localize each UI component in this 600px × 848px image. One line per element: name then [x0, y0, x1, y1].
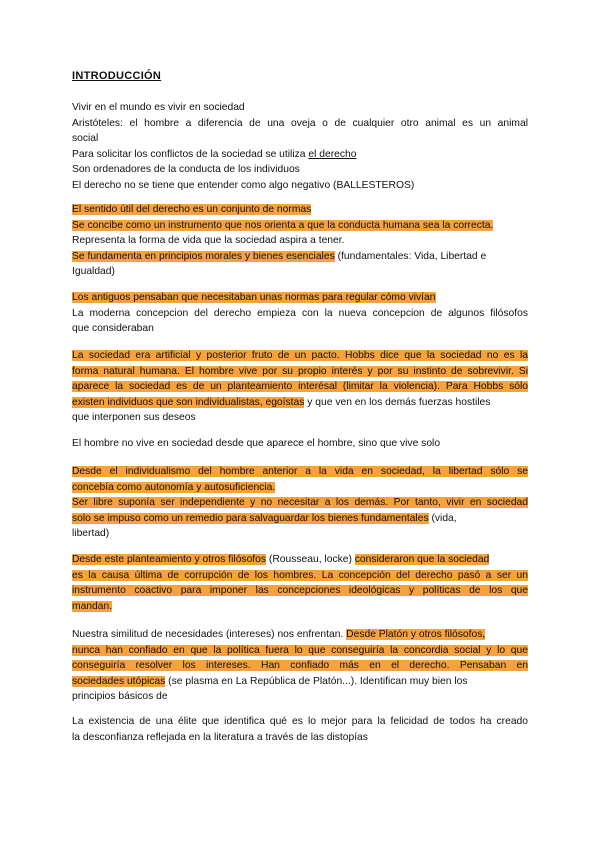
- text-line: [72, 674, 528, 690]
- text-line: la desconfianza reflejada en la literatura a través de las distopías: [72, 731, 368, 743]
- text-line: Vivir en el mundo es vivir en sociedad: [72, 102, 245, 113]
- text-line: [72, 658, 528, 674]
- highlighted-text: conseguiría resolver los intereses. Han confiado más en el derecho. Pensaban en: [72, 660, 528, 672]
- highlighted-text: concebía como autonomía y autosuficiencia.: [72, 481, 276, 493]
- text-line: [72, 583, 528, 599]
- text-line: El derecho no se tiene que entender como algo negativo (BALLESTEROS): [72, 179, 415, 191]
- text-line: [72, 249, 528, 265]
- paragraph-intro: [72, 100, 528, 194]
- highlighted-text: Se fundamenta en principios morales y bienes esenciales: [72, 250, 335, 262]
- highlighted-text: nunca han confiado en que la política fuera lo que conseguiría la concordia social y lo que: [72, 644, 528, 656]
- text-fragment: Para solicitar los conflictos de la sociedad se utiliza: [72, 148, 309, 160]
- text-line: [72, 290, 528, 306]
- text-line: principios básicos de: [72, 691, 168, 703]
- text-line: [72, 627, 528, 643]
- highlighted-text: solo se impuso como un remedio para salvaguardar los bienes fundamentales: [72, 512, 429, 524]
- text-fragment: y que ven en los demás fuerzas hostiles: [304, 396, 491, 408]
- text-line: que interponen sus deseos: [72, 412, 196, 424]
- text-line: social: [72, 133, 99, 145]
- text-line: Aristóteles: el hombre a diferencia de una oveja o de cualquier otro animal es un animal: [72, 117, 528, 129]
- text-line: [72, 511, 528, 527]
- text-line: [72, 348, 528, 364]
- highlighted-text: mandan.: [72, 600, 113, 612]
- text-fragment: Nuestra similitud de necesidades (intereses) nos enfrentan.: [72, 629, 347, 640]
- highlighted-text: La sociedad era artificial y posterior fruto de un pacto. Hobbs dice que la sociedad no es la: [72, 350, 528, 361]
- text-line: [72, 643, 528, 659]
- paragraph-elite: [72, 714, 528, 745]
- text-line: Representa la forma de vida que la sociedad aspira a tener.: [72, 235, 345, 247]
- paragraph-hobbs: [72, 348, 528, 426]
- highlighted-text: Desde Platón y otros filósofos,: [346, 629, 486, 640]
- text-line: Igualdad): [72, 266, 115, 278]
- text-line: [72, 552, 528, 568]
- text-line: [72, 379, 528, 395]
- text-line: [72, 147, 528, 163]
- paragraph-derecho: [72, 202, 528, 280]
- text-line: El hombre no vive en sociedad desde que aparece el hombre, sino que vive solo: [72, 438, 441, 449]
- text-line: [72, 480, 528, 496]
- highlighted-text: es la causa última de corrupción de los hombres. La concepción del derecho pasó a ser un: [72, 569, 528, 581]
- underlined-term: el derecho: [308, 148, 357, 160]
- highlighted-text: El sentido útil del derecho es un conjunto de normas: [72, 204, 312, 215]
- page-title: INTRODUCCIÓN: [72, 70, 162, 82]
- text-line: La moderna concepcion del derecho empieza con la nueva concepcion de algunos filósofos: [72, 307, 528, 319]
- text-line: [72, 218, 528, 234]
- highlighted-text: Los antiguos pensaban que necesitaban unas normas para regular cómo vivían: [72, 292, 436, 303]
- paragraph-hombre-solo: [72, 436, 528, 452]
- text-line: [72, 202, 528, 218]
- text-line: [72, 464, 528, 480]
- text-line: La existencia de una élite que identifica qué es lo mejor para la felicidad de todos ha creado: [72, 716, 528, 727]
- text-line: Son ordenadores de la conducta de los individuos: [72, 164, 300, 176]
- highlighted-text: Se concibe como un instrumento que nos orienta a que la conducta humana sea la correcta.: [72, 219, 494, 231]
- text-line: [72, 599, 528, 615]
- text-line: [72, 395, 528, 411]
- text-line: libertad): [72, 528, 110, 540]
- highlighted-text: forma natural humana. El hombre vive por su propio interés y por su instinto de sobrevivir. Si: [72, 365, 528, 377]
- text-line: que consideraban: [72, 323, 154, 335]
- text-line: [72, 568, 528, 584]
- highlighted-text: aparece la sociedad es de un planteamiento interésal (limitar la violencia). Para Hobbs sólo: [72, 381, 528, 393]
- highlighted-text: Desde el individualismo del hombre anterior a la vida en sociedad, la libertad sólo se: [72, 466, 528, 477]
- text-fragment: (vida,: [428, 512, 457, 524]
- paragraph-individualismo: [72, 464, 528, 542]
- highlighted-text: existen individuos que son individualistas, egoístas: [72, 396, 305, 408]
- highlighted-text: instrumento coactivo para imponer las concepciones ideológicas y políticas de los que: [72, 585, 528, 597]
- text-fragment: (Rousseau, locke): [266, 554, 355, 565]
- text-fragment: (fundamentales: Vida, Libertad e: [334, 250, 487, 262]
- highlighted-text: sociedades utópicas: [72, 675, 166, 687]
- highlighted-text: Ser libre suponía ser independiente y no necesitar a los demás. Por tanto, vivir en sociedad: [72, 497, 528, 509]
- paragraph-platon: [72, 627, 528, 705]
- paragraph-rousseau: [72, 552, 528, 614]
- text-line: [72, 495, 528, 511]
- paragraph-antiguos: [72, 290, 528, 337]
- highlighted-text: Desde este planteamiento y otros filósofos: [72, 554, 267, 565]
- highlighted-text: consideraron que la sociedad: [354, 554, 490, 565]
- text-fragment: (se plasma en La República de Platón...). Identifican muy bien los: [165, 675, 468, 687]
- text-line: [72, 364, 528, 380]
